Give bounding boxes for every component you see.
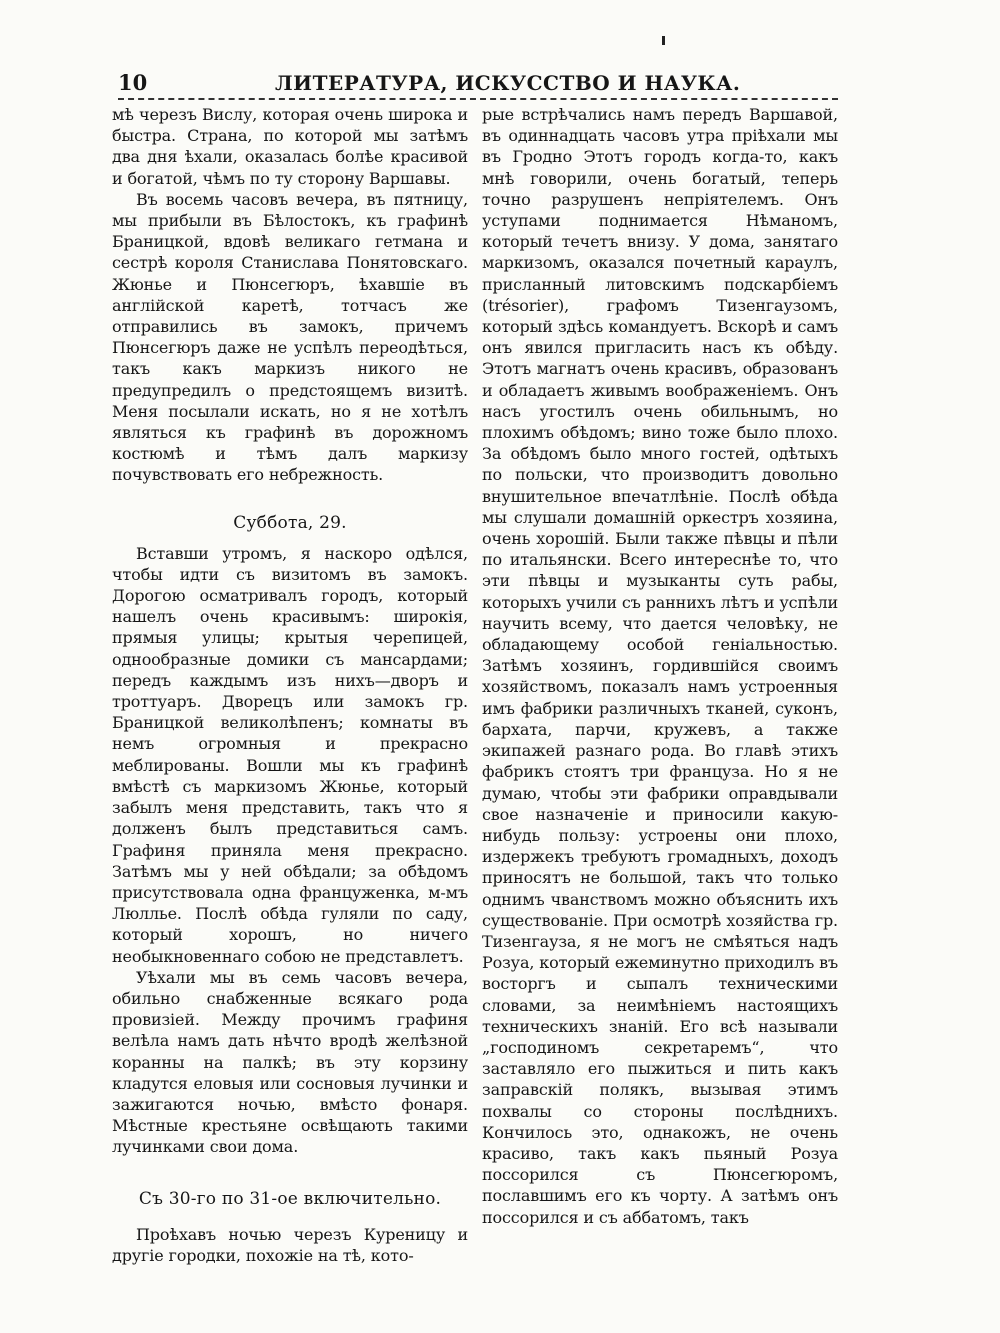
right-column [482,104,838,1284]
section-heading: Съ 30-го по 31-ое включительно. [138,1188,442,1209]
header-rule [118,98,838,100]
page-header [118,68,838,100]
paragraph: Уѣхали мы въ семь часовъ вечера, обильно снабженные всякаго рода провизіей. Между прочимъ графиня велѣла намъ дать нѣчто вродѣ желѣзной коранны на палкѣ; въ эту корзину кладутся еловыя или сосновыя лучинки и зажигаются ночью, вмѣсто фонаря. Мѣстные крестьяне освѣщають такими лучинками свои дома. [112,967,468,1157]
running-title: ЛИТЕРАТУРА, ИСКУССТВО И НАУКА. [275,71,741,95]
paragraph: Вставши утромъ, я наскоро одѣлся, чтобы идти съ визитомъ въ замокъ. Дорогою осматривалъ городъ, который нашелъ очень красивымъ: широкія, прямыя улицы; крытыя черепицей, однообразные домики съ мансардами; передъ каждымъ изъ нихъ—дворъ и троттуаръ. Дворецъ или замокъ гр. Браницкой великолѣпенъ; комнаты въ немъ огромныя и прекрасно меблированы. Вошли мы къ графинѣ вмѣстѣ съ маркизомъ Жюнье, который забылъ меня представить, такъ что я долженъ былъ представиться самъ. Графиня приняла меня прекрасно. Затѣмъ мы у ней обѣдали; за обѣдомъ присутствовала одна француженка, м-мъ Люлльe. Послѣ обѣда гуляли по саду, который хорошъ, но ничего необыкновеннаго собою не представлетъ. [112,543,468,966]
section-heading: Суббота, 29. [233,512,347,533]
page-number: 10 [118,70,148,95]
left-column [112,104,468,1284]
paragraph: мѣ черезъ Вислу, которая очень широка и быстра. Страна, по которой мы затѣмъ два дня ѣхали, оказалась болѣе красивой и богатой, чѣмъ по ту сторону Варшавы. [112,105,468,188]
paragraph: Въ восемь часовъ вечера, въ пятницу, мы прибыли въ Бѣлостокъ, къ графинѣ Браницкой, вдовѣ великаго гетмана и сестрѣ короля Станислава Понятовскаго. Жюнье и Пюнсегюръ, ѣхавшіе въ англійской каретѣ, тотчасъ же отправились въ замокъ, причемъ Пюнсегюръ даже не успѣлъ переодѣться, такъ какъ маркизъ никого не предупредилъ о предстоящемъ визитѣ. Меня посылали искать, но я не хотѣлъ являться къ графинѣ въ дорожномъ костюмѣ и тѣмъ далъ маркизу почувствовать его небрежность. [112,189,468,485]
paragraph: рые встрѣчались намъ передъ Варшавой, въ одиннадцать часовъ утра пріѣхали мы въ Гродно Этотъ городъ когда-то, какъ мнѣ говорили, очень богатый, теперь точно разрушенъ непріятелемъ. Онъ уступами поднимается Нѣманомъ, который течетъ внизу. У дома, занятаго маркизомъ, оказался почетный караулъ, присланный литовскимъ подскарбіемъ (trésorier), графомъ Тизенгаузомъ, который здѣсь командуетъ. Вскорѣ и самъ онъ явился пригласить насъ къ обѣду. Этотъ магнатъ очень красивъ, образованъ и обладаетъ живымъ воображеніемъ. Онъ насъ угостилъ очень обильнымъ, но плохимъ обѣдомъ; вино тоже было плохо. За обѣдомъ было много гостей, одѣтыхъ по польски, что производитъ довольно внушительное впечатлѣніе. Послѣ обѣда мы слушали домашній оркестръ хозяина, очень хорошій. Были также пѣвцы и пѣли по итальянски. Всего интереснѣе то, что эти пѣвцы и музыканты суть рабы, которыхъ учили съ раннихъ лѣтъ и успѣли научить всему, что дается человѣку, не обладающему особой геніальностью. Затѣмъ хозяинъ, гордившійся своимъ хозяйствомъ, показалъ намъ устроенныя имъ фабрики различныхъ тканей, суконъ, бархата, парчи, кружевъ, а также экипажей разнаго рода. Во главѣ этихъ фабрикъ стоятъ три француза. Но я не думаю, чтобы эти фабрики оправдывали свое назначеніе и приносили какую-нибудь пользу: устроены они плохо, издержекъ требуютъ громадныхъ, доходъ приносятъ не большой, такъ что только однимъ чванствомъ можно объяснить ихъ существованіе. При осмотрѣ хозяйства гр. Тизенгауза, я не могъ не смѣяться надъ Розуа, который ежеминутно приходилъ въ восторгъ и сыпалъ техническими словами, за неимѣніемъ настоящихъ техническихъ знаній. Его всѣ называли „господиномъ секретаремъ“, что заставляло его пыжиться и пить какъ заправскій полякъ, вызывая этимъ похвалы со стороны послѣднихъ. Кончилось это, однакожъ, не очень красиво, такъ какъ пьяный Розуа поссорился съ Пюнсегюромъ, пославшимъ его къ чорту. А затѣмъ онъ поссорился и съ аббатомъ, такъ [482,105,838,1227]
paragraph: Проѣхавъ ночью черезъ Куреницу и другіе городки, похожіе на тѣ, кото- [112,1224,468,1265]
print-mark [662,36,665,45]
